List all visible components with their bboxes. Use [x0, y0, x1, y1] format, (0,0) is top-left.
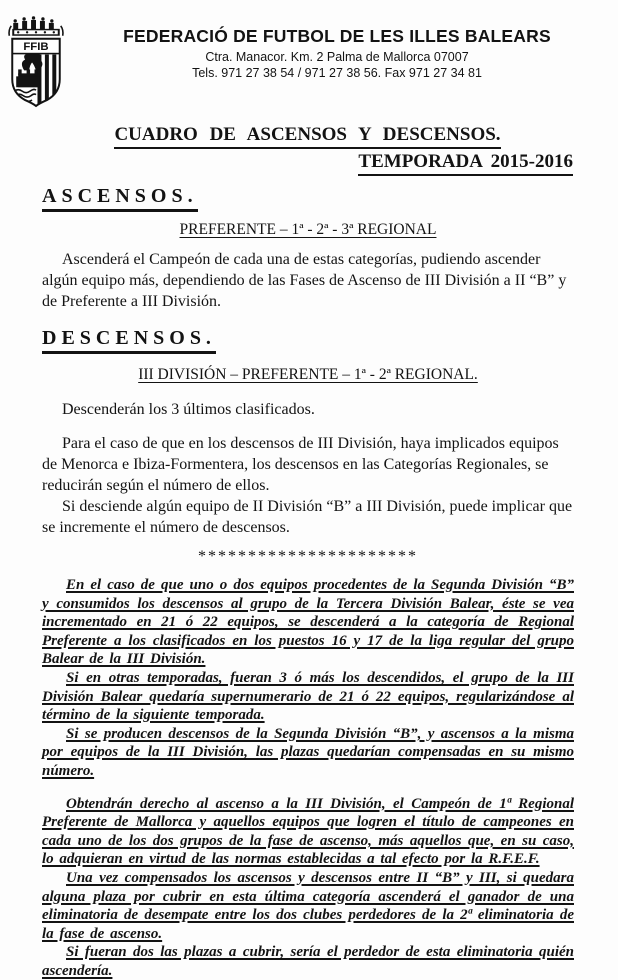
note-paragraph: Una vez compensados los ascensos y descensos entre II “B” y III, si quedara alguna plaza por cubrir en esta última categoría ascenderá el ganador de una eliminatoria de desempate entre los dos clubes perdedores de la 2ª eliminatoria de la fase de ascenso. — [42, 869, 574, 942]
subheading-descensos — [42, 366, 574, 384]
paragraph: Para el caso de que en los descensos de III División, haya implicados equipos de Menorca e Ibiza-Formentera, los descensos en las Categorías Regionales, se reducirán según el número de ellos. — [42, 435, 559, 494]
org-address: Ctra. Manacor. Km. 2 Palma de Mallorca 07007 — [205, 50, 469, 64]
subheading-ascensos — [42, 221, 574, 239]
note-paragraph: Si se producen descensos de la Segunda División “B”, y ascensos a la misma por equipos de la III División, las plazas quedarían compensadas en su mismo número. — [42, 725, 574, 779]
notes-block-1 — [42, 576, 574, 781]
document-body — [0, 185, 618, 980]
ascensos-paragraphs — [42, 249, 574, 312]
descensos-paragraphs — [42, 399, 574, 538]
note-paragraph: Si fueran dos las plazas a cubrir, sería el perdedor de esta eliminatoria quién ascendería. — [42, 944, 574, 979]
document-title — [0, 124, 618, 176]
paragraph: Ascenderá el Campeón de cada una de estas categorías, pudiendo ascender algún equipo más, dependiendo de las Fases de Ascenso de III División a II “B” y de Preferente a III División. — [42, 251, 567, 310]
heading-descensos — [42, 327, 574, 354]
crest-initials: FFIB — [23, 41, 49, 54]
title-line-2 — [42, 151, 573, 176]
notes-block-2 — [42, 795, 574, 980]
paragraph: Si desciende algún equipo de II División “B” a III División, puede implicar que se incremente el número de descensos. — [42, 498, 573, 536]
org-phones: Tels. 971 27 38 54 / 971 27 38 56. Fax 971 27 34 81 — [192, 65, 482, 80]
note-paragraph: En el caso de que uno o dos equipos procedentes de la Segunda División “B” y consumidos los descensos al grupo de la Tercera División Balear, éste se vea incrementado en 21 ó 22 equipos, se descenderá a la categoría de Regional Preferente a los clasificados en los puestos 16 y 17 de la liga regular del grupo Balear de la III División. — [42, 577, 574, 668]
org-name: FEDERACIÓ DE FUTBOL DE LES ILLES BALEARS — [123, 26, 551, 46]
letterhead-text — [66, 12, 608, 81]
subheading-ascensos-text: PREFERENTE – 1ª - 2ª - 3ª REGIONAL — [179, 221, 437, 238]
ffib-crest-icon — [6, 14, 66, 108]
heading-ascensos-text: ASCENSOS. — [42, 185, 198, 212]
subheading-descensos-text: III DIVISIÓN – PREFERENTE – 1ª - 2ª REGIONAL. — [138, 366, 478, 383]
note-paragraph: Obtendrán derecho al ascenso a la III División, el Campeón de 1ª Regional Preferente de Mallorca y aquellos equipos que logren el título de campeones en cada uno de los dos grupos de la fase de ascenso, más aquellos que, en su caso, lo adquieran en virtud de las normas establecidas a tal efecto por la R.F.E.F. — [42, 795, 574, 868]
heading-ascensos — [42, 185, 574, 212]
heading-descensos-text: DESCENSOS. — [42, 327, 216, 354]
title-line-2-text: TEMPORADA 2015-2016 — [358, 151, 573, 176]
title-line-1 — [42, 124, 573, 149]
letterhead — [0, 8, 618, 110]
asterisk-separator: ********************** — [198, 548, 418, 565]
title-line-1-text: CUADRO DE ASCENSOS Y DESCENSOS. — [114, 124, 500, 149]
note-paragraph: Si en otras temporadas, fueran 3 ó más los descendidos, el grupo de la III División Balear quedaría supernumerario de 21 ó 22 equipos, regularizándose al término de la siguiente temporada. — [42, 669, 574, 724]
paragraph: Descenderán los 3 últimos clasificados. — [62, 401, 315, 418]
